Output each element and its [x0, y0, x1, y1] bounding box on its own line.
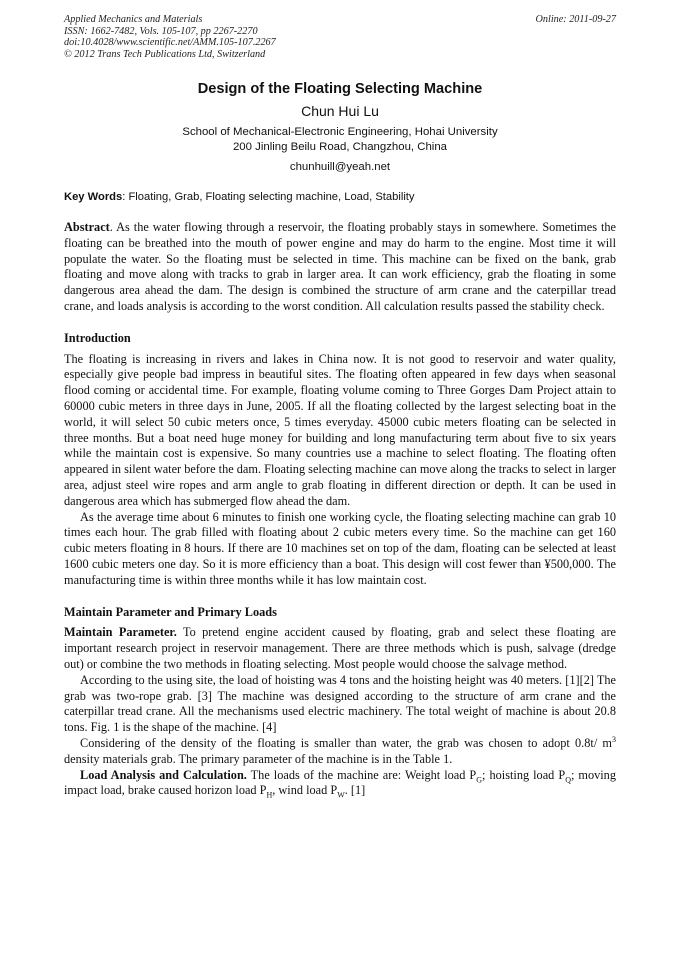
maintain-paragraph-2: According to the using site, the load of hoisting was 4 tons and the hoisting height was 40 meters. [1][2] The grab was two-rope grab. [3] The machine was designed according to the structure of arm crane and the caterpillar tread crane. All the mechanisms used electric machinery. The total weight of machine is about 20.8 tons. Fig. 1 is the shape of the machine. [4] — [64, 672, 616, 735]
load-analysis-paragraph — [64, 768, 616, 800]
copyright-line: © 2012 Trans Tech Publications Ltd, Switzerland — [64, 48, 266, 60]
load-subscript-w: W — [337, 790, 345, 800]
load-subscript-g: G — [476, 774, 483, 784]
introduction-heading: Introduction — [64, 330, 131, 345]
abstract-label: Abstract — [64, 220, 110, 234]
maintain-heading: Maintain Parameter and Primary Loads — [64, 604, 277, 619]
paper-title: Design of the Floating Selecting Machine — [197, 81, 483, 97]
load-text-d: , wind load P — [272, 783, 338, 798]
load-text-c: ; moving impact load, brake caused horizon load P — [64, 767, 616, 798]
online-date: Online: 2011-09-27 — [535, 14, 616, 25]
keywords-label: Key Words — [64, 191, 123, 203]
introduction-paragraph-2: As the average time about 6 minutes to finish one working cycle, the floating selecting machine can grab 10 times each hour. The grab filled with floating about 2 cubic meters every time. So the machine can get 160 cubic meters floating in 8 hours. If there are 10 machines set on top of the dam, floating can be selected at least 1600 cubic meters one day. So it is more efficiency than a boat. This design will cost fewer than ¥500,000. The manufacturing time is within three months while it has low maintain cost. — [64, 509, 616, 587]
load-analysis-label: Load Analysis and Calculation. — [80, 767, 247, 782]
affiliation — [64, 125, 616, 154]
paper-page — [64, 14, 616, 799]
affiliation-line-2: 200 Jinling Beilu Road, Changzhou, China — [232, 140, 448, 153]
load-subscript-q: Q — [565, 774, 571, 784]
maintain-paragraph-1-text: To pretend engine accident caused by floating, grab and select these floating are important research project in reservoir management. There are three methods which is push, salvage (dredge out) or combine the two methods in floating selecting. Most people would choose the salvage method. — [64, 625, 616, 671]
keywords-text: : Floating, Grab, Floating selecting machine, Load, Stability — [122, 191, 415, 203]
maintain-paragraph-3-text-b: density materials grab. The primary parameter of the machine is in the Table 1. — [64, 751, 453, 766]
issn-line: ISSN: 1662-7482, Vols. 105-107, pp 2267-2270 — [64, 25, 258, 37]
maintain-paragraph-3 — [64, 736, 616, 768]
load-text-a: The loads of the machine are: Weight load P — [246, 767, 477, 782]
doi-line: doi:10.4028/www.scientific.net/AMM.105-107.2267 — [64, 37, 276, 48]
abstract-paragraph — [64, 220, 616, 315]
maintain-paragraph-3-text-a: Considering of the density of the floating is smaller than water, the grab was chosen to adopt 0.8t/ m — [80, 735, 612, 750]
load-subscript-h: H — [266, 790, 273, 800]
load-text-e: . [1] — [344, 783, 366, 798]
load-text-b: ; hoisting load P — [482, 767, 566, 782]
density-exponent: 3 — [612, 734, 616, 744]
abstract-text: . As the water flowing through a reservoir, the floating probably stays in somewhere. Sometimes the floating can be breathed into the mouth of power engine and may do harm to the engine. Most time it will populate the water. So the floating must be selected in time. This machine can be fixed on the bank, grab floating and move along with tracks to grab in larger area. It can work efficiency, grab the floating in some dangerous area ahead the dam. The design is combined the structure of arm crane and the caterpillar tread crane, and loads analysis is according to the worst condition. All calculation results passed the stability check. — [64, 220, 616, 313]
introduction-paragraph-1: The floating is increasing in rivers and lakes in China now. It is not good to reservoir and water quality, especially give people bad impress in beautiful sites. The floating often appeared in few days when seasonal flood coming or accidental time. For example, floating volume coming to Three Gorges Dam Project attain to 60000 cubic meters in three days in June, 2005. If all the floating collected by the largest selecting boat in the world, it will select 50 cubic meters once, 5 times everyday. 45000 cubic meters floating can be selected in three months. But a boat need huge money for building and long manufacturing term about five to six years while the maintain cost is expensive. So many countries use a machine to select floating. The floating often appeared in silent water before the dam. Floating selecting machine can move along the tracks to select in larger area, adjust steel wire ropes and arm angle to grab floating in different direction or depth. It can be used in dangerous area which has submerged flow ahead the dam. — [64, 351, 616, 508]
author-name: Chun Hui Lu — [301, 103, 379, 119]
keywords — [64, 190, 616, 204]
journal-masthead — [64, 14, 616, 60]
maintain-paragraph-1 — [64, 625, 616, 672]
affiliation-line-1: School of Mechanical-Electronic Engineering, Hohai University — [182, 126, 498, 138]
journal-name: Applied Mechanics and Materials — [64, 14, 203, 25]
author-email: chunhuill@yeah.net — [289, 161, 391, 173]
maintain-parameter-label: Maintain Parameter. — [64, 625, 177, 640]
